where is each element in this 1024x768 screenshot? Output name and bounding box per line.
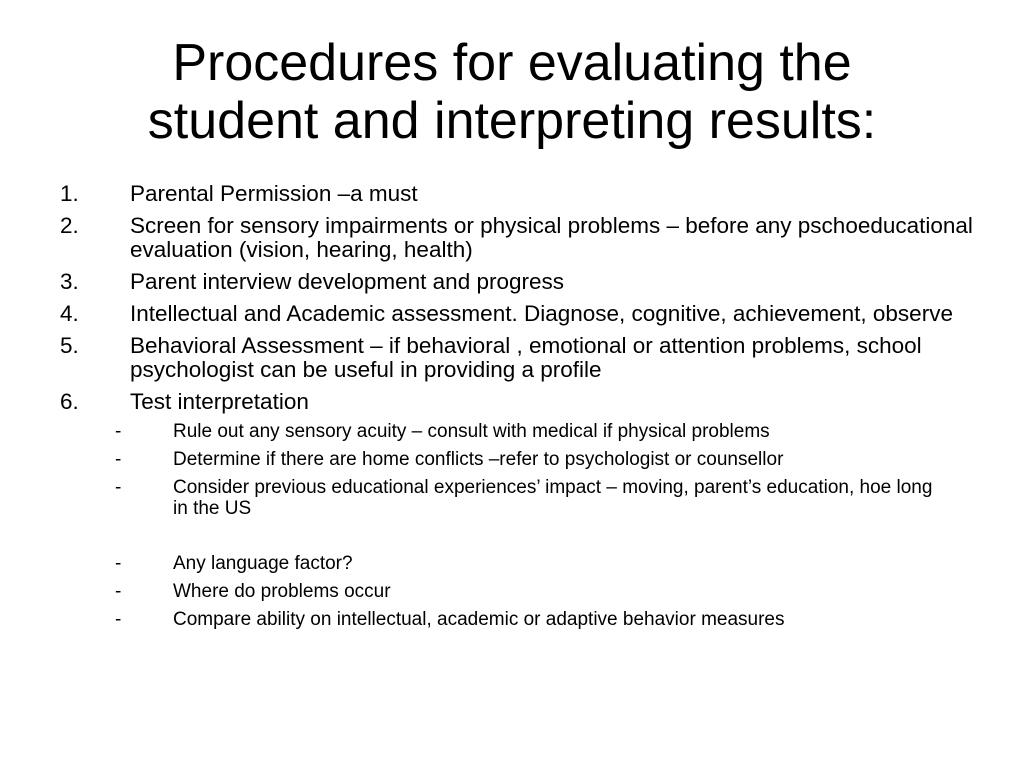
list-item xyxy=(0,302,1024,326)
list-number: 6. xyxy=(60,389,79,414)
sub-list-text: Determine if there are home conflicts –refer to psychologist or counsellor xyxy=(173,449,784,470)
sub-list-text: Compare ability on intellectual, academic or adaptive behavior measures xyxy=(173,609,785,630)
sub-list-dash: - xyxy=(115,581,122,602)
list-number: 2. xyxy=(60,213,79,238)
slide-title xyxy=(40,34,984,150)
list-text: Parental Permission –a must xyxy=(130,181,418,206)
list-item xyxy=(0,214,1024,262)
sub-list-item xyxy=(0,581,1024,602)
list-number: 5. xyxy=(60,333,79,358)
list-text: Intellectual and Academic assessment. Diagnose, cognitive, achievement, observe xyxy=(130,301,953,326)
list-text: Behavioral Assessment – if behavioral , emotional or attention problems, school psychologist can be useful in providing a profile xyxy=(130,333,922,382)
list-item xyxy=(0,270,1024,294)
list-text: Screen for sensory impairments or physical problems – before any pschoeducational evaluation (vision, hearing, health) xyxy=(130,213,973,262)
sub-list-dash: - xyxy=(115,449,122,470)
list-number: 3. xyxy=(60,269,79,294)
list-text: Parent interview development and progress xyxy=(130,269,564,294)
list-number: 1. xyxy=(60,181,79,206)
list-number: 4. xyxy=(60,301,79,326)
sub-list-text: Where do problems occur xyxy=(173,581,391,602)
sub-list-dash: - xyxy=(115,609,122,630)
title-line-2: student and interpreting results: xyxy=(147,92,877,150)
sub-list-item xyxy=(0,449,1024,470)
slide-body xyxy=(0,182,1024,630)
sub-list-item xyxy=(0,609,1024,630)
sub-list-dash: - xyxy=(115,477,122,498)
sub-list-item xyxy=(0,477,1024,519)
list-item xyxy=(0,182,1024,206)
title-line-1: Procedures for evaluating the xyxy=(172,34,852,92)
sub-list-item xyxy=(0,421,1024,442)
sub-list-dash: - xyxy=(115,421,122,442)
sub-list-text: Any language factor? xyxy=(173,553,353,574)
sub-list-dash: - xyxy=(115,553,122,574)
sub-list-text: Rule out any sensory acuity – consult with medical if physical problems xyxy=(173,421,770,442)
list-text: Test interpretation xyxy=(130,389,309,414)
list-item xyxy=(0,390,1024,414)
list-item xyxy=(0,334,1024,382)
sub-list-item xyxy=(0,553,1024,574)
sub-list-text: Consider previous educational experiences’ impact – moving, parent’s education, hoe long in the US xyxy=(173,477,933,519)
